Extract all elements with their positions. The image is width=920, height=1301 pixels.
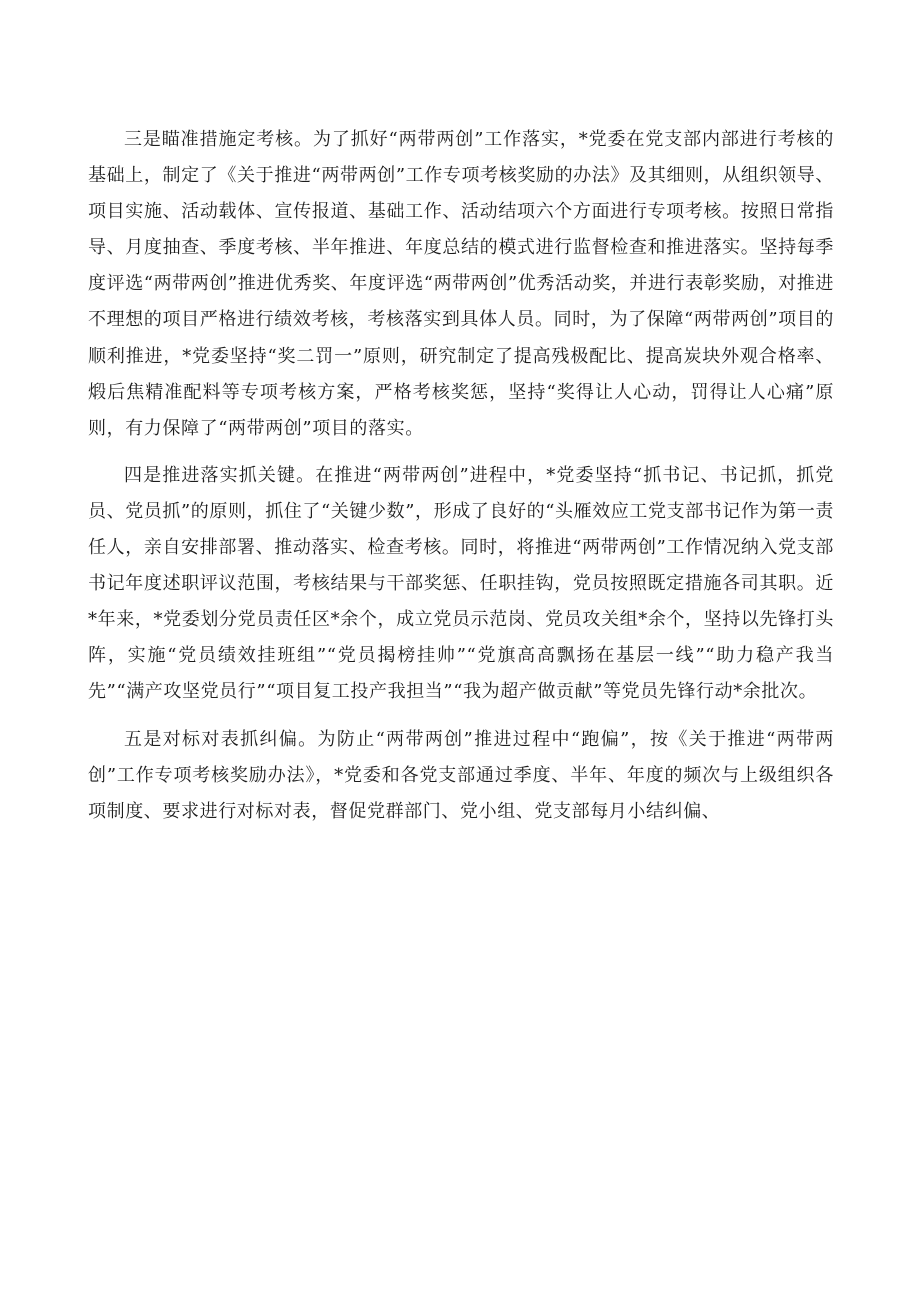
document-body	[88, 122, 834, 830]
paragraph-benchmarking: 五是对标对表抓纠偏。为防止“两带两创”推进过程中“跑偏”，按《关于推进“两带两创”工作专项考核奖励办法》，*党委和各党支部通过季度、半年、年度的频次与上级组织各项制度、要求进行对标对表，督促党群部门、党小组、党支部每月小结纠偏、	[88, 728, 834, 822]
paragraph-assessment: 三是瞄准措施定考核。为了抓好“两带两创”工作落实，*党委在党支部内部进行考核的基础上，制定了《关于推进“两带两创”工作专项考核奖励的办法》及其细则，从组织领导、项目实施、活动载体、宣传报道、基础工作、活动结项六个方面进行专项考核。按照日常指导、月度抽查、季度考核、半年推进、年度总结的模式进行监督检查和推进落实。坚持每季度评选“两带两创”推进优秀奖、年度评选“两带两创”优秀活动奖，并进行表彰奖励，对推进不理想的项目严格进行绩效考核，考核落实到具体人员。同时，为了保障“两带两创”项目的顺利推进，*党委坚持“奖二罚一”原则，研究制定了提高残极配比、提高炭块外观合格率、煅后焦精准配料等专项考核方案，严格考核奖惩，坚持“奖得让人心动，罚得让人心痛”原则，有力保障了“两带两创”项目的落实。	[88, 129, 835, 439]
paragraph-implementation: 四是推进落实抓关键。在推进“两带两创”进程中，*党委坚持“抓书记、书记抓，抓党员、党员抓”的原则，抓住了“关键少数”，形成了良好的“头雁效应工党支部书记作为第一责任人，亲自安排部署、推动落实、检查考核。同时，将推进“两带两创”工作情况纳入党支部书记年度述职评议范围，考核结果与干部奖惩、任职挂钩，党员按照既定措施各司其职。近*年来，*党委划分党员责任区*余个，成立党员示范岗、党员攻关组*余个，坚持以先锋打头阵，实施“党员绩效挂班组”“党员揭榜挂帅”“党旗高高飘扬在基层一线”“助力稳产我当先”“满产攻坚党员行”“项目复工投产我担当”“我为超产做贡献”等党员先锋行动*余批次。	[88, 464, 835, 703]
